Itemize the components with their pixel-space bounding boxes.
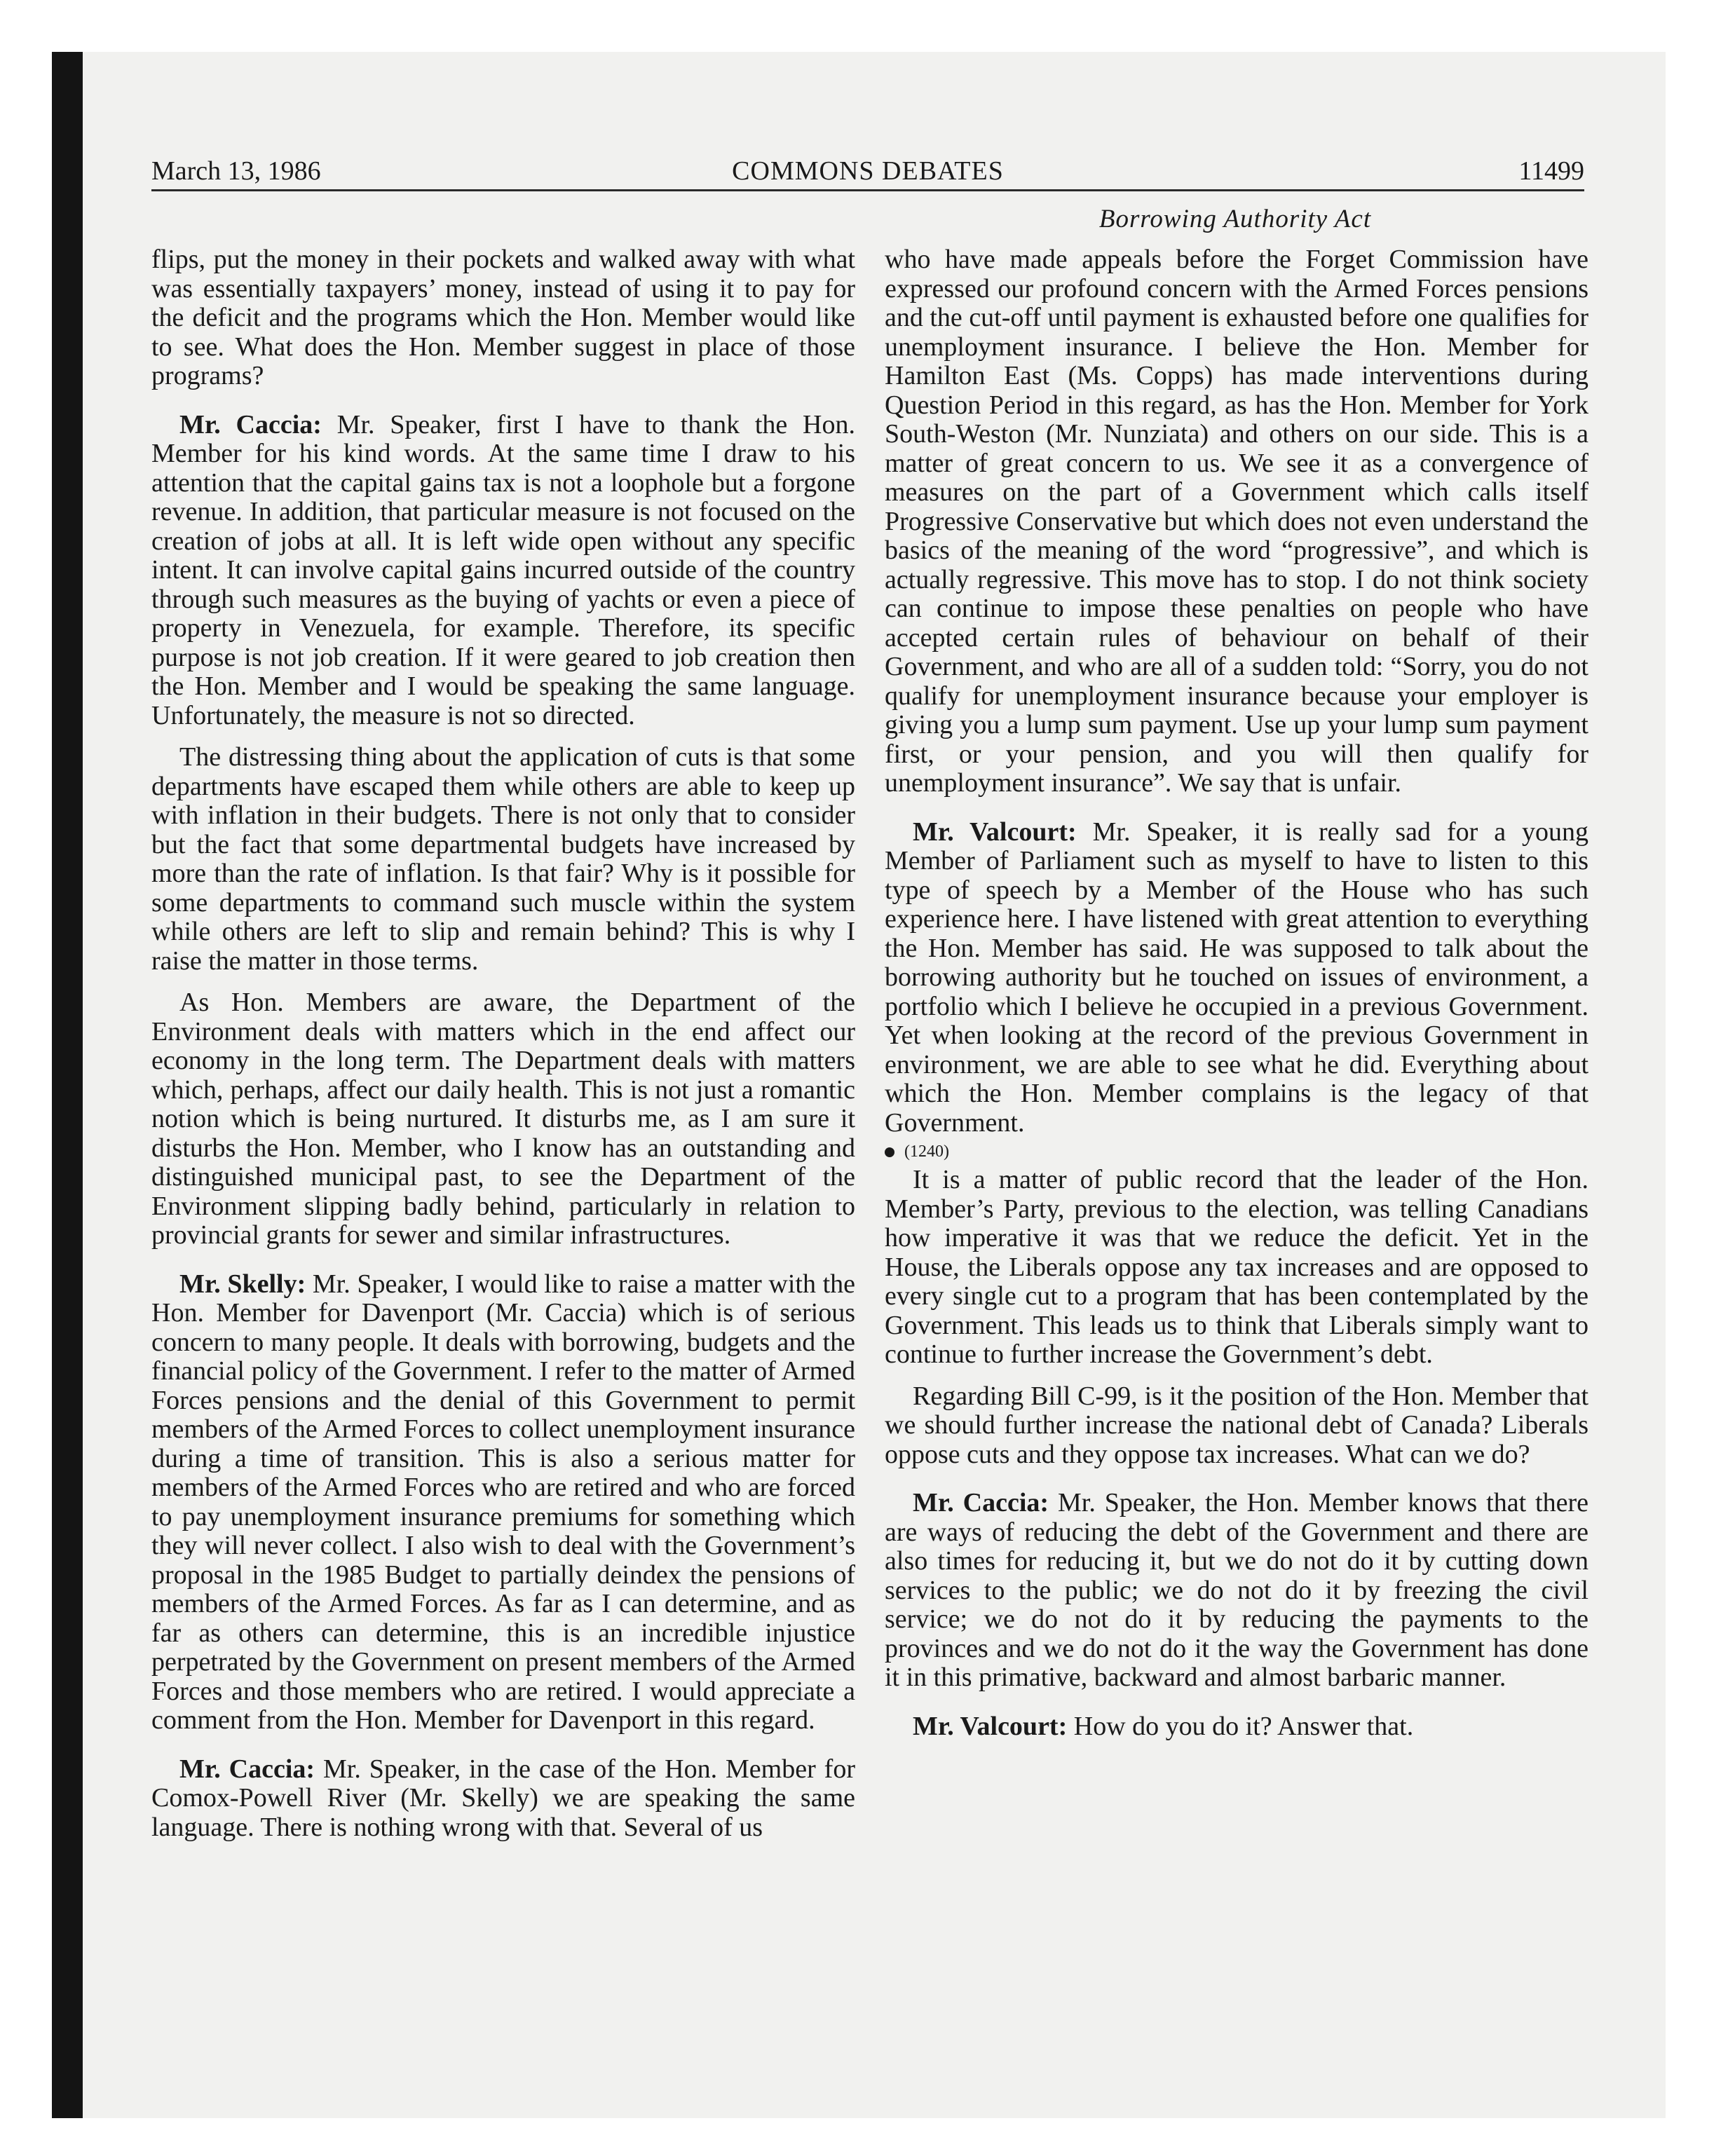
bullet-icon: [885, 1147, 894, 1157]
speaker-name: Mr. Caccia:: [913, 1488, 1049, 1517]
binding-edge: [52, 52, 83, 2118]
paragraph: [885, 1489, 1588, 1693]
paragraph-text: flips, put the money in their pockets and walked away with what was essentially taxpayers’ money, instead of using it to pay for the deficit and the programs which the Hon. Member would like to see. What does the Hon. Member suggest in place of those programs?: [151, 245, 855, 390]
paragraph: [885, 1166, 1588, 1370]
paragraph-text: As Hon. Members are aware, the Department of the Environment deals with matters which in the end affect our economy in the long term. The Department deals with matters which, perhaps, affect our daily health. This is not just a romantic notion which is being nurtured. It disturbs me, as I am sure it disturbs the Hon. Member, who I know has an outstanding and distinguished municipal past, to see the Department of the Environment slipping badly behind, particularly in relation to provincial grants for sewer and similar infrastructures.: [151, 988, 855, 1250]
page-header: [151, 151, 1584, 191]
paragraph-text: who have made appeals before the Forget Commission have expressed our profound concern with the Armed Forces pensions and the cut-off until payment is exhausted before one qualifies for unemployment insurance. I believe the Hon. Member for Hamilton East (Ms. Copps) has made interventions during Question Period in this regard, as has the Hon. Member for York South-Weston (Mr. Nunziata) and others on our side. This is a matter of great concern to us. We see it as a convergence of measures on the part of a Government which calls itself Progressive Conservative but which does not even understand the basics of the meaning of the word “progressive”, and which is actually regressive. This move has to stop. I do not think society can continue to impose these penalties on people who have accepted certain rules of behaviour on behalf of their Government, and who are all of a sudden told: “Sorry, you do not qualify for unemployment insurance because your employer is giving you a lump sum payment. Use up your lump sum payment first, or your pension, and you will then qualify for unemployment insurance”. We say that is unfair.: [885, 245, 1588, 798]
speaker-name: Mr. Caccia:: [179, 409, 322, 439]
paragraph: [151, 988, 855, 1250]
running-head: Borrowing Authority Act: [1098, 205, 1372, 233]
paragraph: [151, 1270, 855, 1735]
paragraph-text: Regarding Bill C-99, is it the position of the Hon. Member that we should further increase the national debt of Canada? Liberals oppose cuts and they oppose tax increases. What can we do?: [885, 1381, 1588, 1469]
paragraph-text: Mr. Speaker, it is really sad for a young Member of Parliament such as myself to have to listen to this type of speech by a Member of the House who has such experience here. I have listened with great attention to everything the Hon. Member has said. He was supposed to talk about the borrowing authority but he touched on issues of environment, a portfolio which I believe he occupied in a previous Government. Yet when looking at the record of the previous Government in environment, we are able to see what he did. Everything about which the Hon. Member complains is the legacy of that Government.: [885, 817, 1588, 1138]
header-page-number: 11499: [1518, 156, 1584, 186]
paragraph: [151, 743, 855, 976]
right-column: [885, 245, 1588, 1741]
paragraph-text: The distressing thing about the application of cuts is that some departments have escaped them while others are able to keep up with inflation in their budgets. There is not only that to consider but the fact that some departmental budgets have increased by more than the rate of inflation. Is that fair? Why is it possible for some departments to command such muscle within the system while others are left to slip and remain behind? This is why I raise the matter in those terms.: [151, 742, 855, 976]
paragraph-text: Mr. Speaker, the Hon. Member knows that there are ways of reducing the debt of the Government and there are also times for reducing it, but we do not do it by cutting down services to the public; we do not do it by freezing the civil service; we do not do it by reducing the payments to the provinces and we do not do it the way the Government has done it in this primative, backward and almost barbaric manner.: [885, 1488, 1589, 1692]
speaker-name: Mr. Valcourt:: [913, 1711, 1068, 1741]
speaker-name: Mr. Valcourt:: [913, 817, 1077, 847]
speaker-name: Mr. Skelly:: [179, 1269, 306, 1299]
paragraph: [151, 411, 855, 731]
left-column: [151, 245, 855, 1842]
header-publication: COMMONS DEBATES: [732, 156, 1004, 186]
paragraph-text: Mr. Speaker, I would like to raise a matter with the Hon. Member for Davenport (Mr. Caccia) which is of serious concern to many people. It deals with borrowing, budgets and the financial policy of the Government. I refer to the matter of Armed Forces pensions and the denial of this Government to permit members of the Armed Forces to collect unemployment insurance during a time of transition. This is also a serious matter for members of the Armed Forces who are retired and who are forced to pay unemployment insurance premiums for something which they will never collect. I also wish to deal with the Government’s proposal in the 1985 Budget to partially deindex the pensions of members of the Armed Forces. As far as I can determine, and as far as others can determine, this is an incredible injustice perpetrated by the Government on present members of the Armed Forces and those members who are retired. I would appreciate a comment from the Hon. Member for Davenport in this regard.: [151, 1269, 855, 1735]
paragraph: [885, 245, 1588, 798]
paragraph: [151, 1755, 855, 1843]
paragraph: [151, 245, 855, 391]
paragraph-text: Mr. Speaker, in the case of the Hon. Member for Comox-Powell River (Mr. Skelly) we are speaking the same language. There is nothing wrong with that. Several of us: [151, 1754, 855, 1842]
paragraph: [885, 1712, 1588, 1742]
paragraph: [885, 1382, 1588, 1470]
header-rule: [151, 189, 1584, 191]
paragraph-text: How do you do it? Answer that.: [1067, 1711, 1414, 1741]
time-marker-text: (1240): [904, 1142, 949, 1161]
paragraph: [885, 818, 1588, 1138]
time-marker: [885, 1138, 1588, 1166]
header-date: March 13, 1986: [151, 156, 321, 186]
paragraph-text: Mr. Speaker, first I have to thank the Hon. Member for his kind words. At the same time I draw to his attention that the capital gains tax is not a loophole but a forgone revenue. In addition, that particular measure is not focused on the creation of jobs at all. It is left wide open without any specific intent. It can involve capital gains incurred outside of the country through such measures as the buying of yachts or even a piece of property in Venezuela, for example. Therefore, its specific purpose is not job creation. If it were geared to job creation then the Hon. Member and I would be speaking the same language. Unfortunately, the measure is not so directed.: [151, 409, 855, 730]
paragraph-text: It is a matter of public record that the leader of the Hon. Member’s Party, previous to the election, was telling Canadians how imperative it was that we reduce the deficit. Yet in the House, the Liberals oppose any tax increases and are opposed to every single cut to a program that has been contemplated by the Government. This leads us to think that Liberals simply want to continue to further increase the Government’s debt.: [885, 1165, 1588, 1369]
speaker-name: Mr. Caccia:: [179, 1754, 315, 1784]
